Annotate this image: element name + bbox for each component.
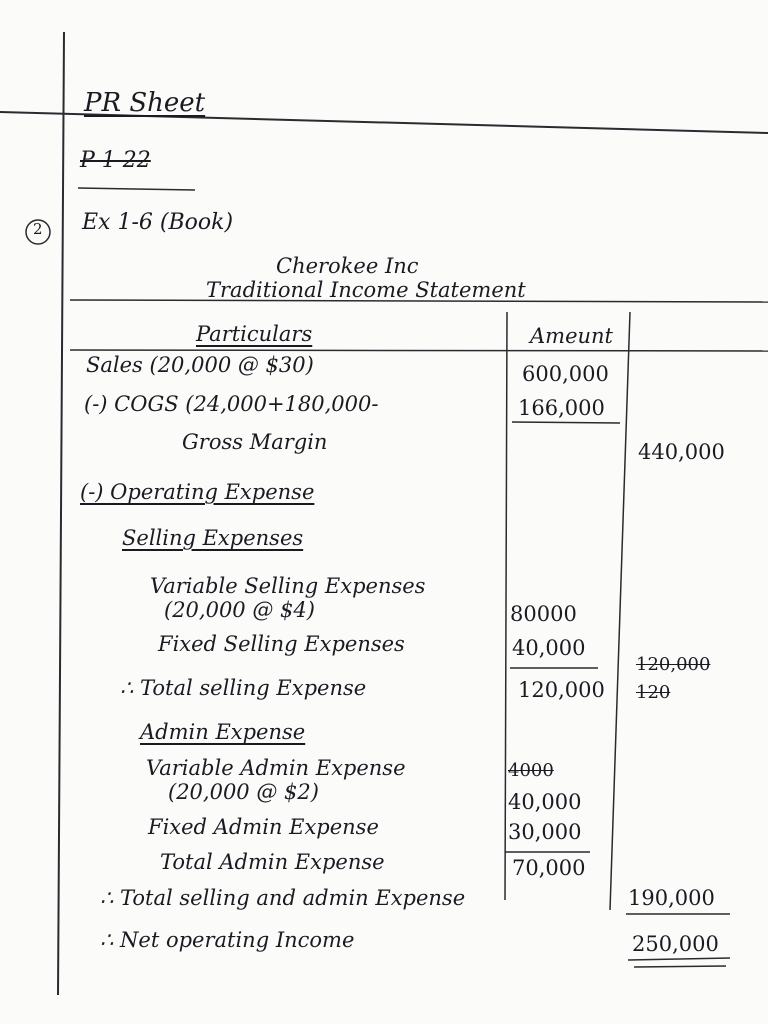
- row-label: ∴ Net operating Income: [100, 928, 355, 952]
- row-label: Selling Expenses: [122, 526, 304, 550]
- row-label: Sales (20,000 @ $30): [86, 353, 314, 377]
- row-amount: 80000: [510, 602, 577, 626]
- row-total: 190,000: [628, 886, 715, 910]
- row-label: Variable Selling Expenses: [150, 574, 426, 598]
- row-amount: 600,000: [522, 362, 609, 386]
- row-amount: 4000: [508, 760, 554, 781]
- row-label: Variable Admin Expense: [146, 756, 406, 780]
- row-label: (20,000 @ $2): [168, 780, 319, 804]
- statement-name: Traditional Income Statement: [206, 278, 526, 302]
- row-label: (-) Operating Expense: [80, 480, 315, 504]
- column-header-amount: Ameunt: [530, 324, 613, 348]
- row-label: Admin Expense: [140, 720, 306, 744]
- row-amount: 70,000: [512, 856, 586, 880]
- row-label: ∴ Total selling Expense: [120, 676, 367, 700]
- company-name: Cherokee Inc: [276, 254, 419, 278]
- row-label: Gross Margin: [182, 430, 328, 454]
- row-total: 120: [636, 682, 671, 703]
- row-amount: 30,000: [508, 820, 582, 844]
- row-label: ∴ Total selling and admin Expense: [100, 886, 466, 910]
- row-label: (-) COGS (24,000+180,000-: [84, 392, 379, 416]
- sheet-title: PR Sheet: [84, 88, 206, 118]
- row-label: Total Admin Expense: [160, 850, 385, 874]
- row-amount: 40,000: [512, 636, 586, 660]
- question-number: 2: [33, 220, 43, 238]
- row-amount: 40,000: [508, 790, 582, 814]
- row-label: Fixed Admin Expense: [148, 815, 379, 839]
- row-total: 250,000: [632, 932, 719, 956]
- row-label: Fixed Selling Expenses: [158, 632, 405, 656]
- column-header-particulars: Particulars: [196, 322, 313, 346]
- row-amount: 166,000: [518, 396, 605, 420]
- exercise-label: Ex 1-6 (Book): [82, 210, 234, 235]
- row-total: 120,000: [636, 654, 711, 675]
- row-label: (20,000 @ $4): [164, 598, 315, 622]
- crossed-reference: P 1 22: [80, 148, 151, 173]
- row-total: 440,000: [638, 440, 725, 464]
- row-amount: 120,000: [518, 678, 605, 702]
